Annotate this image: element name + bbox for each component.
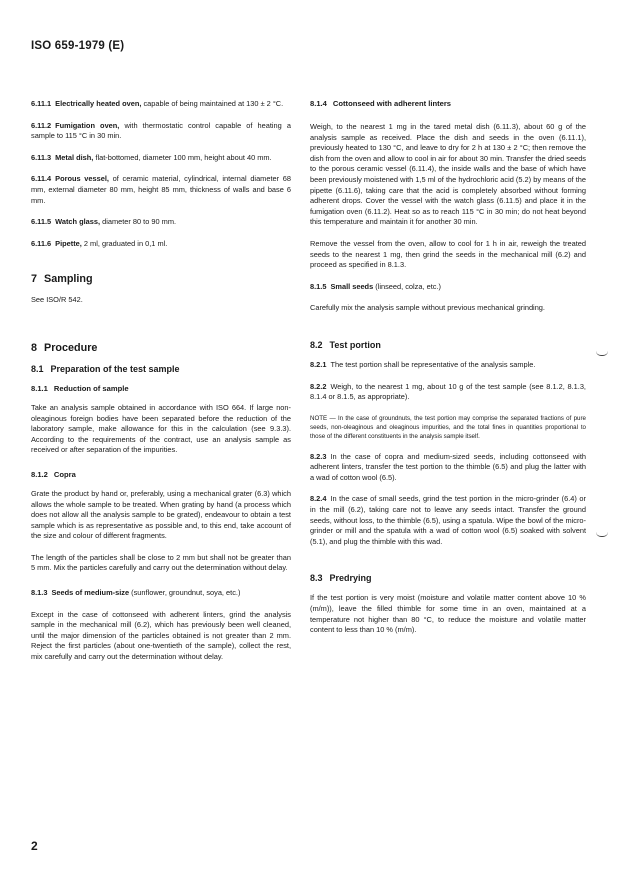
section-8-1-5-text: Carefully mix the analysis sample without previous mechanical grinding. [310, 303, 545, 313]
section-8-1-3-text: Except in the case of cottonseed with adherent linters, grind the analysis sample in the mechanical mill (6.2), which has previously been well cleaned, until the major dimension of the particles obtained is not greater than 2 mm. Reject the first particles (about one-twentieth of the sample), collect the rest, mix carefully and carry out the determination without delay. [31, 609, 291, 662]
section-8-2-3-text: 8.2.3 In the case of copra and medium-sized seeds, including cottonseed with adherent linters, transfer the test portion to the thimble (6.5) and plug the latter with a wad of cotton wool (6.5). [310, 451, 586, 482]
clause-6-11-2: 6.11.2 Fumigation oven, with thermostatic control capable of heating a sample to 115 °C in 30 min. [31, 120, 291, 141]
clause-6-11-6: 6.11.6 Pipette, 2 ml, graduated in 0,1 ml. [31, 238, 168, 248]
right-column [310, 99, 586, 647]
section-8-2-1-text: 8.2.1 The test portion shall be representative of the analysis sample. [310, 359, 536, 369]
section-8-1-2-heading: 8.1.2 Copra [31, 469, 76, 479]
clause-6-11-5: 6.11.5 Watch glass, diameter 80 to 90 mm. [31, 217, 177, 227]
section-8-1-3-heading: 8.1.3 Seeds of medium-size (sunflower, groundnut, soya, etc.) [31, 588, 241, 598]
section-8-1-1-text: Take an analysis sample obtained in accordance with ISO 664. If large non-oleaginous foreign bodies have been separated before the reduction of the laboratory sample, make allowance for this in the calculation (see 9.3.3). According to the requirements of the contract, use an analysis sample as received or after separation of the impurities. [31, 402, 291, 455]
section-7-heading: 7 Sampling [31, 273, 93, 286]
clause-6-11-1: 6.11.1 Electrically heated oven, capable of being maintained at 130 ± 2 °C. [31, 99, 284, 108]
section-8-heading: 8 Procedure [31, 341, 98, 354]
section-8-1-4-heading: 8.1.4 Cottonseed with adherent linters [310, 99, 452, 108]
document-header: ISO 659-1979 (E) [31, 40, 125, 52]
left-column [31, 99, 291, 674]
section-8-1-2-text-2: The length of the particles shall be close to 2 mm but shall not be greater than 5 mm. Mix the particles carefully and carry out the determination without delay. [31, 552, 291, 573]
section-8-2-4-text: 8.2.4 In the case of small seeds, grind the test portion in the micro-grinder (6.4) or in the mill (6.2), taking care not to leave any seeds intact. Transfer the ground seeds, without loss, to the thimble (6.5), using a spatula. Wipe the bowl of the micro-grinder or mill and the spatula with a wad of cotton wool (6.5) soaked with solvent (5.1), and plug the thimble with this wad. [310, 494, 586, 546]
section-8-2-heading: 8.2 Test portion [310, 339, 381, 350]
page-number: 2 [31, 839, 38, 853]
section-8-1-4-text-2: Remove the vessel from the oven, allow to cool for 1 h in air, reweigh the treated seeds to the nearest 1 mg, then grind the seeds in the mechanical mill (6.2) and proceed as specified in 8.1.3. [310, 238, 586, 270]
note-groundnuts: NOTE — In the case of groundnuts, the test portion may comprise the separated fractions of pure seeds, non-oleaginous and oleaginous impurities, and the total fines in quantities proportional to those of the different constituents in the analysis sample itself. [310, 414, 586, 440]
margin-mark-1 [596, 351, 608, 356]
section-8-1-2-text-1: Grate the product by hand or, preferably, using a mechanical grater (6.3) which allows the whole sample to be treated. When grating by hand (a process which does not allow all the analysis sample to be grated), endeavour to obtain a test sample which is as representative as possible and, to this end, take account of the size and colour of different fragments. [31, 488, 291, 541]
section-8-1-5-heading: 8.1.5 Small seeds (linseed, colza, etc.) [310, 281, 441, 291]
section-8-3-text: If the test portion is very moist (moisture and volatile matter content above 10 % (m/m)), leave the filled thimble for some time in an oven, maintained at a temperature not higher than 80 °C, to reduce the moisture and volatile matter content to less than 10 % (m/m). [310, 593, 586, 635]
clause-6-11-4: 6.11.4 Porous vessel, of ceramic material, cylindrical, internal diameter 68 mm, external diameter 80 mm, height 85 mm, thickness of walls and base 6 mm. [31, 174, 291, 205]
section-8-1-1-heading: 8.1.1 Reduction of sample [31, 383, 129, 393]
section-8-3-heading: 8.3 Predrying [310, 573, 372, 584]
margin-mark-2 [596, 532, 608, 537]
clause-6-11-3: 6.11.3 Metal dish, flat-bottomed, diameter 100 mm, height about 40 mm. [31, 152, 272, 162]
section-8-1-heading: 8.1 Preparation of the test sample [31, 363, 180, 374]
section-7-text: See ISO/R 542. [31, 295, 83, 305]
section-8-1-4-text-1: Weigh, to the nearest 1 mg in the tared metal dish (6.11.3), about 60 g of the analysis sample as received. Place the dish and seeds in the oven (6.11.1), previously heated to 130 °C, and leave to dry for 2 h at 130 ± 2 °C; then remove the dish from the oven and allow to cool in air for about 30 min. Transfer the dried seeds to the porous ceramic vessel (6.11.4), the inside walls and the base of which have been previously moistened with 1,5 ml of the hydrochloric acid (5.2) by means of the pipette (6.11.6), taking care that the acid is completely absorbed without forming adherent drops. Cover the vessel with the watch glass (6.11.5) and place it in the fumigation oven (6.11.2). Heat so as to reach 115 °C in 30 min; do not heat beyond this temperature and maintain it for another 30 min. [310, 122, 586, 227]
section-8-2-2-text: 8.2.2 Weigh, to the nearest 1 mg, about 10 g of the test sample (see 8.1.2, 8.1.3, 8.1.4 or 8.1.5, as appropriate). [310, 381, 586, 402]
